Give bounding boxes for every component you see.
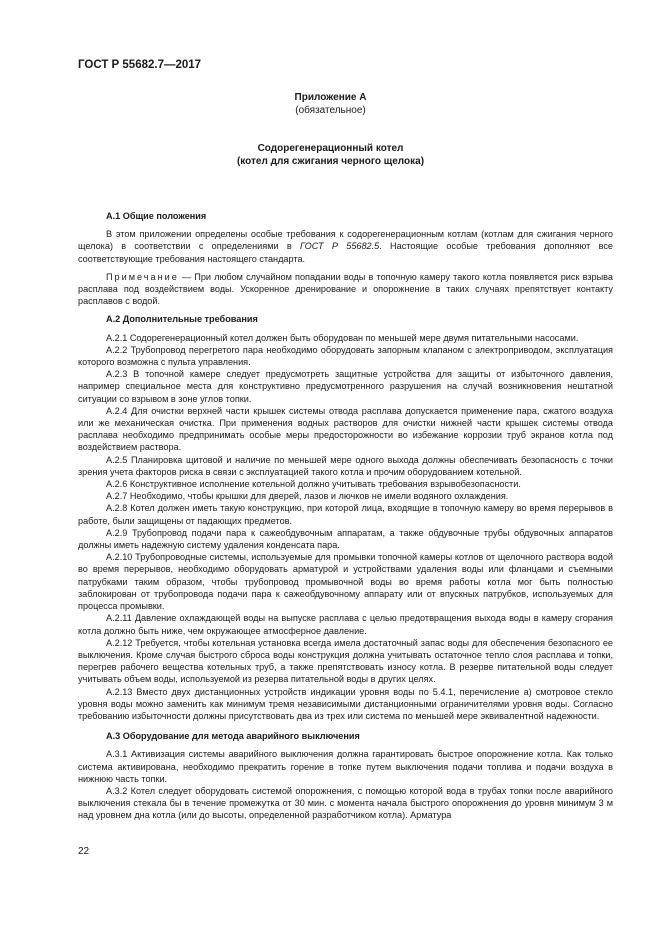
paragraph-a2-3: А.2.3 В топочной камере следует предусмотреть защитные устройства для защиты от избыточного давления, например специальное места для конструктивно предусмотренного разрушения на случай возникновения нештатной ситуации со взрывом в зоне углов топки. [78, 369, 613, 404]
paragraph-a3-1: А.3.1 Активизация системы аварийного выключения должна гарантировать быстрое опорожнение котла. Как только система активирована, необходимо прекратить горение в топке путем выключения подачи топлива и подачи воздуха в нижнюю часть топки. [78, 749, 613, 784]
paragraph-a3-2: А.3.2 Котел следует оборудовать системой опорожнения, с помощью которой вода в трубах топки после аварийного выключения стекала бы в течение промежутка от 30 мин. с момента начала быстрого опорожнения до уровня минимум 3 м над уровнем дна котла (или до высоты, определенной разработчиком котла). Арматура [78, 785, 613, 821]
appendix-title: Приложение А [294, 92, 367, 103]
paragraph-a2-6: А.2.6 Конструктивное исполнение котельной должно учитывать требования взрывобезопасности. [106, 479, 521, 490]
appendix-name-line1: Содорегенерационный котел [257, 143, 404, 154]
standard-reference: ГОСТ Р 55682.5 [299, 241, 380, 252]
paragraph-a2-2: А.2.2 Трубопровод перегретого пара необходимо оборудовать запорным клапаном с электроприводом, эксплуатация которого возможна с пульта управления. [78, 344, 613, 368]
section-heading-a3: А.3 Оборудование для метода аварийного выключения [106, 731, 360, 742]
page-number: 22 [78, 846, 90, 857]
standard-header: ГОСТ Р 55682.7—2017 [78, 59, 202, 71]
appendix-name-line2: (котел для сжигания черного щелока) [236, 156, 425, 167]
paragraph-a2-11: А.2.11 Давление охлаждающей воды на выпуске расплава с целью предотвращения выхода воды в камеру сгорания котла должно быть ниже, чем окружающее атмосферное давление. [78, 613, 613, 636]
section-heading-a1: А.1 Общие положения [106, 211, 207, 221]
document-body [78, 210, 613, 822]
paragraph-a2-8: А.2.8 Котел должен иметь такую конструкцию, при которой лица, входящие в топочную камеру во время перерывов в работе, были защищены от падающих предметов. [78, 503, 613, 526]
paragraph-a2-5: А.2.5 Планировка щитовой и наличие по меньшей мере одного выхода должны обеспечивать безопасность с точки зрения учета факторов риска в связи с эксплуатацией такого котла и прочим оборудованием котельной. [78, 454, 613, 477]
paragraph-a2-4: А.2.4 Для очистки верхней части крышек системы отвода расплава допускается применение пара, сжатого воздуха или же механическая очистка. При применения водных растворов для очистки нижней части крышек системы отвода расплава необходимо предпринимать особые меры предосторожности во избежание коррозии труб экранов котла под воздействием раствора. [78, 405, 613, 453]
paragraph-a2-9: А.2.9 Трубопровод подачи пара к сажеобдувочным аппаратам, а также обдувочные трубы обдувочных аппаратов должны иметь надежную систему удаления конденсата пара. [78, 527, 613, 551]
paragraph-a1-intro: В этом приложении определены особые требования к содорегенерационным котлам (котлам для сжигания черного щелока) в соответствии с определениями в ГОСТ Р 55682.5. Настоящие особые требования дополняют все соответствующие требования настоящего стандарта. [78, 229, 613, 264]
paragraph-a2-10: А.2.10 Трубопроводные системы, используемые для промывки топочной камеры котлов от щелочного раствора водой во время перерывов, необходимо оборудовать арматурой и устройствами удаления воды или фланцами и съемными патрубками таким образом, чтобы трубопровод промывочной воды во время работы котла мог быть полностью заблокирован от трубопровода подачи пара к сажеобдувочному аппарату или от впускных патрубков, используемых для процесса промывки. [78, 552, 613, 612]
paragraph-a2-7: А.2.7 Необходимо, чтобы крышки для дверей, лазов и лючков не имели водяного охлаждения. [106, 491, 509, 502]
paragraph-a2-12: А.2.12 Требуется, чтобы котельная установка всегда имела достаточный запас воды для обеспечения безопасного ее выключения. Кроме случая быстрого сброса воды конструкция должна учитывать остаточное тепло слоя расплава и топки, перегрев рабочего вещества котельных труб, а также препятствовать износу котла. В резерве питательной воды следует учитывать объем воды, используемой из резерва питательной воды в других целях. [78, 637, 613, 685]
note-a1: Примечание — При любом случайном попадании воды в топочную камеру такого котла появляется риск взрыва расплава под воздействием воды. Ускоренное дренирование и опорожнение в таких случаях препятствует контакту расплавов с водой. [78, 271, 613, 307]
paragraph-a2-1: А.2.1 Содорегенерационный котел должен быть оборудован по меньшей мере двумя питательными насосами. [106, 332, 579, 343]
note-label: Примечание [106, 271, 179, 282]
appendix-status: (обязательное) [295, 105, 366, 116]
section-heading-a2: А.2 Дополнительные требования [106, 314, 258, 325]
paragraph-a2-13: А.2.13 Вместо двух дистанционных устройств индикации уровня воды по 5.4.1, перечисление а) смотровое стекло уровня воды можно заменить как минимум тремя независимыми дистанционными ограничителями уровня воды. Согласно требованию избыточности должны присутствовать два из трех или система по меньшей мере эквивалентной надежности. [78, 686, 613, 721]
